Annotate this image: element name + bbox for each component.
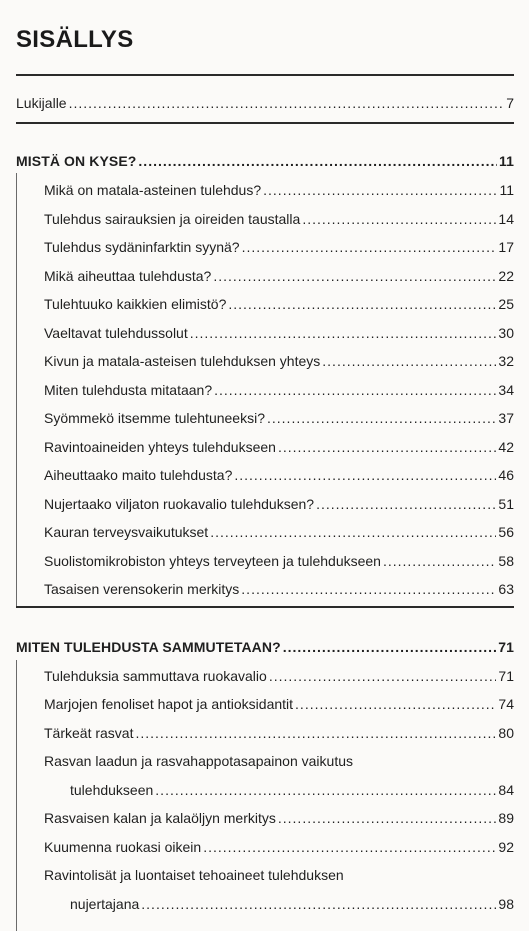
toc-entry-page: 71 [498,668,514,684]
toc-entry-label: Ravintoaineiden yhteys tulehdukseen [44,439,276,455]
toc-entry-label: Suolistomikrobiston yhteys terveyteen ja tulehdukseen [44,553,381,569]
dot-leader [190,322,497,344]
toc-entry[interactable] [44,407,514,429]
section-bracket [16,660,17,931]
toc-entry-page: 92 [498,839,514,855]
toc-entry-page: 32 [498,353,514,369]
dot-leader [278,807,497,829]
toc-entry-first-line[interactable] [44,750,514,772]
title-rule [16,74,514,76]
dot-leader [141,893,496,915]
toc-entry-page: 17 [498,239,514,255]
toc-entry-label: Kauran terveysvaikutukset [44,524,209,540]
toc-entry-page: 89 [498,810,514,826]
dot-leader [267,407,496,429]
toc-entry-page: 74 [498,696,514,712]
toc-entry[interactable] [44,493,514,515]
toc-entry-page: 42 [498,439,514,455]
toc-entry[interactable] [44,464,514,486]
toc-entry-page: 56 [498,524,514,540]
toc-entry[interactable] [44,208,514,230]
toc-entry-label: Rasvan laadun ja rasvahappotasapainon vaikutus [44,753,353,769]
toc-entry-page: 84 [498,782,514,798]
dot-leader [210,521,496,543]
toc-section-label: MISTÄ ON KYSE? [16,153,137,169]
toc-section-label: MITEN TULEHDUSTA SAMMUTETAAN? [16,639,281,655]
toc-entry-page: 34 [498,382,514,398]
dot-leader [322,350,496,372]
toc-entry-page: 51 [498,496,514,512]
toc-entry-label: Vaeltavat tulehdussolut [44,325,188,341]
toc-entry-label: Tulehtuuko kaikkien elimistö? [44,296,227,312]
toc-entry-label: Marjojen fenoliset hapot ja antioksidantit [44,696,294,712]
toc-section-page: 11 [499,153,514,169]
toc-entry[interactable] [44,836,514,858]
toc-entry[interactable] [44,665,514,687]
section-bracket [16,173,17,606]
toc-entry[interactable] [44,236,514,258]
toc-entry-continuation[interactable] [70,779,514,801]
toc-entry-page: 14 [498,211,514,227]
toc-entry-label: Nujertaako viljaton ruokavalio tulehduksen? [44,496,315,512]
dot-leader [316,493,496,515]
toc-entry-label: Tasaisen verensokerin merkitys [44,581,240,597]
toc-entry-page: 30 [498,325,514,341]
dot-leader [302,208,496,230]
toc-entry-page: 25 [498,296,514,312]
toc-entry-label: Ravintolisät ja luontaiset tehoaineet tulehduksen [44,867,344,883]
dot-leader [241,578,496,600]
toc-entry-page: 11 [499,182,514,198]
toc-entry-label: Tulehduksia sammuttava ruokavalio [44,668,267,684]
toc-entry-label: Syömmekö itsemme tulehtuneeksi? [44,410,265,426]
toc-entry[interactable] [44,693,514,715]
toc-section-heading[interactable] [16,150,514,172]
dot-leader [295,693,496,715]
toc-entry-page: 63 [498,581,514,597]
toc-entry-label-continuation: tulehdukseen [70,782,154,798]
toc-entry-label: Lukijalle [16,95,67,111]
toc-entry-label: Tulehdus sairauksien ja oireiden taustalla [44,211,301,227]
toc-entry-label: Miten tulehdusta mitataan? [44,382,213,398]
toc-entry[interactable] [44,807,514,829]
toc-entry-label: Tulehdus sydäninfarktin syynä? [44,239,240,255]
dot-leader [383,550,496,572]
dot-leader [228,293,496,315]
toc-entry-page: 22 [498,268,514,284]
toc-entry-page: 37 [498,410,514,426]
dot-leader [234,464,496,486]
section-divider [16,606,514,608]
toc-entry[interactable] [44,436,514,458]
toc-entry[interactable] [44,293,514,315]
toc-entry-page: 46 [498,467,514,483]
toc-entry-preface[interactable] [16,92,514,114]
toc-entry-label: Kuumenna ruokasi oikein [44,839,202,855]
toc-entry-continuation[interactable] [70,893,514,915]
toc-entry-label: Mikä on matala-asteinen tulehdus? [44,182,262,198]
toc-entry-label: Tärkeät rasvat [44,725,134,741]
toc-entry[interactable] [44,521,514,543]
dot-leader [138,150,497,172]
toc-entry-label-continuation: nujertajana [70,896,140,912]
toc-entry-page: 7 [506,95,514,111]
toc-entry[interactable] [44,265,514,287]
toc-entry[interactable] [44,379,514,401]
toc-entry[interactable] [44,578,514,600]
dot-leader [263,179,497,201]
toc-entry-label: Kivun ja matala-asteisen tulehduksen yhteys [44,353,321,369]
dot-leader [283,636,496,658]
toc-entry-page: 80 [498,725,514,741]
toc-entry-label: Rasvaisen kalan ja kalaöljyn merkitys [44,810,276,826]
toc-entry-page: 58 [498,553,514,569]
dot-leader [214,379,496,401]
dot-leader [213,265,496,287]
toc-section-page: 71 [498,639,514,655]
section-divider [16,122,514,124]
dot-leader [69,92,505,114]
toc-entry-label: Aiheuttaako maito tulehdusta? [44,467,233,483]
toc-entry-first-line[interactable] [44,864,514,886]
dot-leader [278,436,496,458]
dot-leader [269,665,497,687]
toc-entry[interactable] [44,322,514,344]
toc-entry-page: 98 [498,896,514,912]
toc-section-heading[interactable] [16,636,514,658]
toc-entry[interactable] [44,550,514,572]
dot-leader [155,779,496,801]
toc-entry[interactable] [44,350,514,372]
dot-leader [135,722,496,744]
dot-leader [203,836,496,858]
dot-leader [242,236,497,258]
toc-entry[interactable] [44,179,514,201]
toc-entry[interactable] [44,722,514,744]
toc-entry-label: Mikä aiheuttaa tulehdusta? [44,268,212,284]
page-title: SISÄLLYS [16,26,134,53]
